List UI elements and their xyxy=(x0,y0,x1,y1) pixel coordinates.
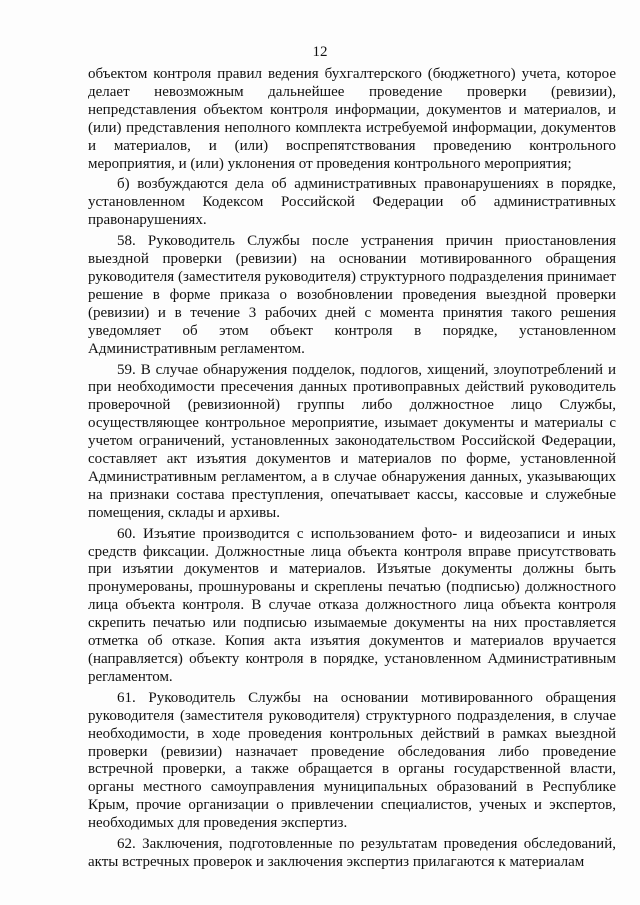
paragraph-62: 62. Заключения, подготовленные по результатам проведения обследований, акты встречных проверок и заключения экспертиз прилагаются к материалам xyxy=(88,836,616,870)
paragraph-59: 59. В случае обнаружения подделок, подлогов, хищений, злоупотреблений и при необходимости пресечения данных противоправных действий руководитель проверочной (ревизионной) группы либо должностное лицо Службы, осуществляющее контрольное мероприятие, изымает документы и материалы с учетом ограничений, установленных законодательством Российской Федерации, составляет акт изъятия документов и материалов по форме, установленной Административным регламентом, а в случае обнаружения данных, указывающих на признаки состава преступления, опечатывает кассы, кассовые и служебные помещения, склады и архивы. xyxy=(88,361,616,521)
paragraph-60: 60. Изъятие производится с использованием фото- и видеозаписи и иных средств фиксации. Должностные лица объекта контроля вправе присутствовать при изъятии документов и материалов. Изъятые документы должны быть пронумерованы, прошнурованы и скреплены печатью (подписью) должностного лица объекта контроля. В случае отказа должностного лица объекта контроля скрепить печатью или подписью изымаемые документы на них проставляется отметка об отказе. Копия акта изъятия документов и материалов вручается (направляется) объекту контроля в порядке, установленном Административным регламентом. xyxy=(88,525,616,685)
body-text xyxy=(88,66,616,872)
page-number: 12 xyxy=(312,44,328,60)
paragraph-b: б) возбуждаются дела об административных правонарушениях в порядке, установленном Кодексом Российской Федерации об административных правонарушениях. xyxy=(88,176,616,229)
paragraph-58: 58. Руководитель Службы после устранения причин приостановления выездной проверки (ревизии) на основании мотивированного обращения руководителя (заместителя руководителя) структурного подразделения принимает решение в форме приказа о возобновлении проведения выездной проверки (ревизии) и в течение 3 рабочих дней с момента принятия такого решения уведомляет об этом объект контроля в порядке, установленном Административным регламентом. xyxy=(88,233,616,357)
paragraph-61: 61. Руководитель Службы на основании мотивированного обращения руководителя (заместителя руководителя) структурного подразделения, в случае необходимости, в ходе проведения контрольных действий в рамках выездной проверки (ревизии) назначает проведение обследования либо проведение встречной проверки, а также обращается в органы государственной власти, органы местного самоуправления муниципальных образований в Республике Крым, прочие организации о привлечении специалистов, ученых и экспертов, необходимых для проведения экспертиз. xyxy=(88,689,616,832)
paragraph-continued: объектом контроля правил ведения бухгалтерского (бюджетного) учета, которое делает невозможным дальнейшее проведение проверки (ревизии), непредставления объектом контроля информации, документов и материалов, и (или) представления неполного комплекта истребуемой информации, документов и материалов, и (или) воспрепятствования проведению контрольного мероприятия, и (или) уклонения от проведения контрольного мероприятия; xyxy=(88,66,616,172)
